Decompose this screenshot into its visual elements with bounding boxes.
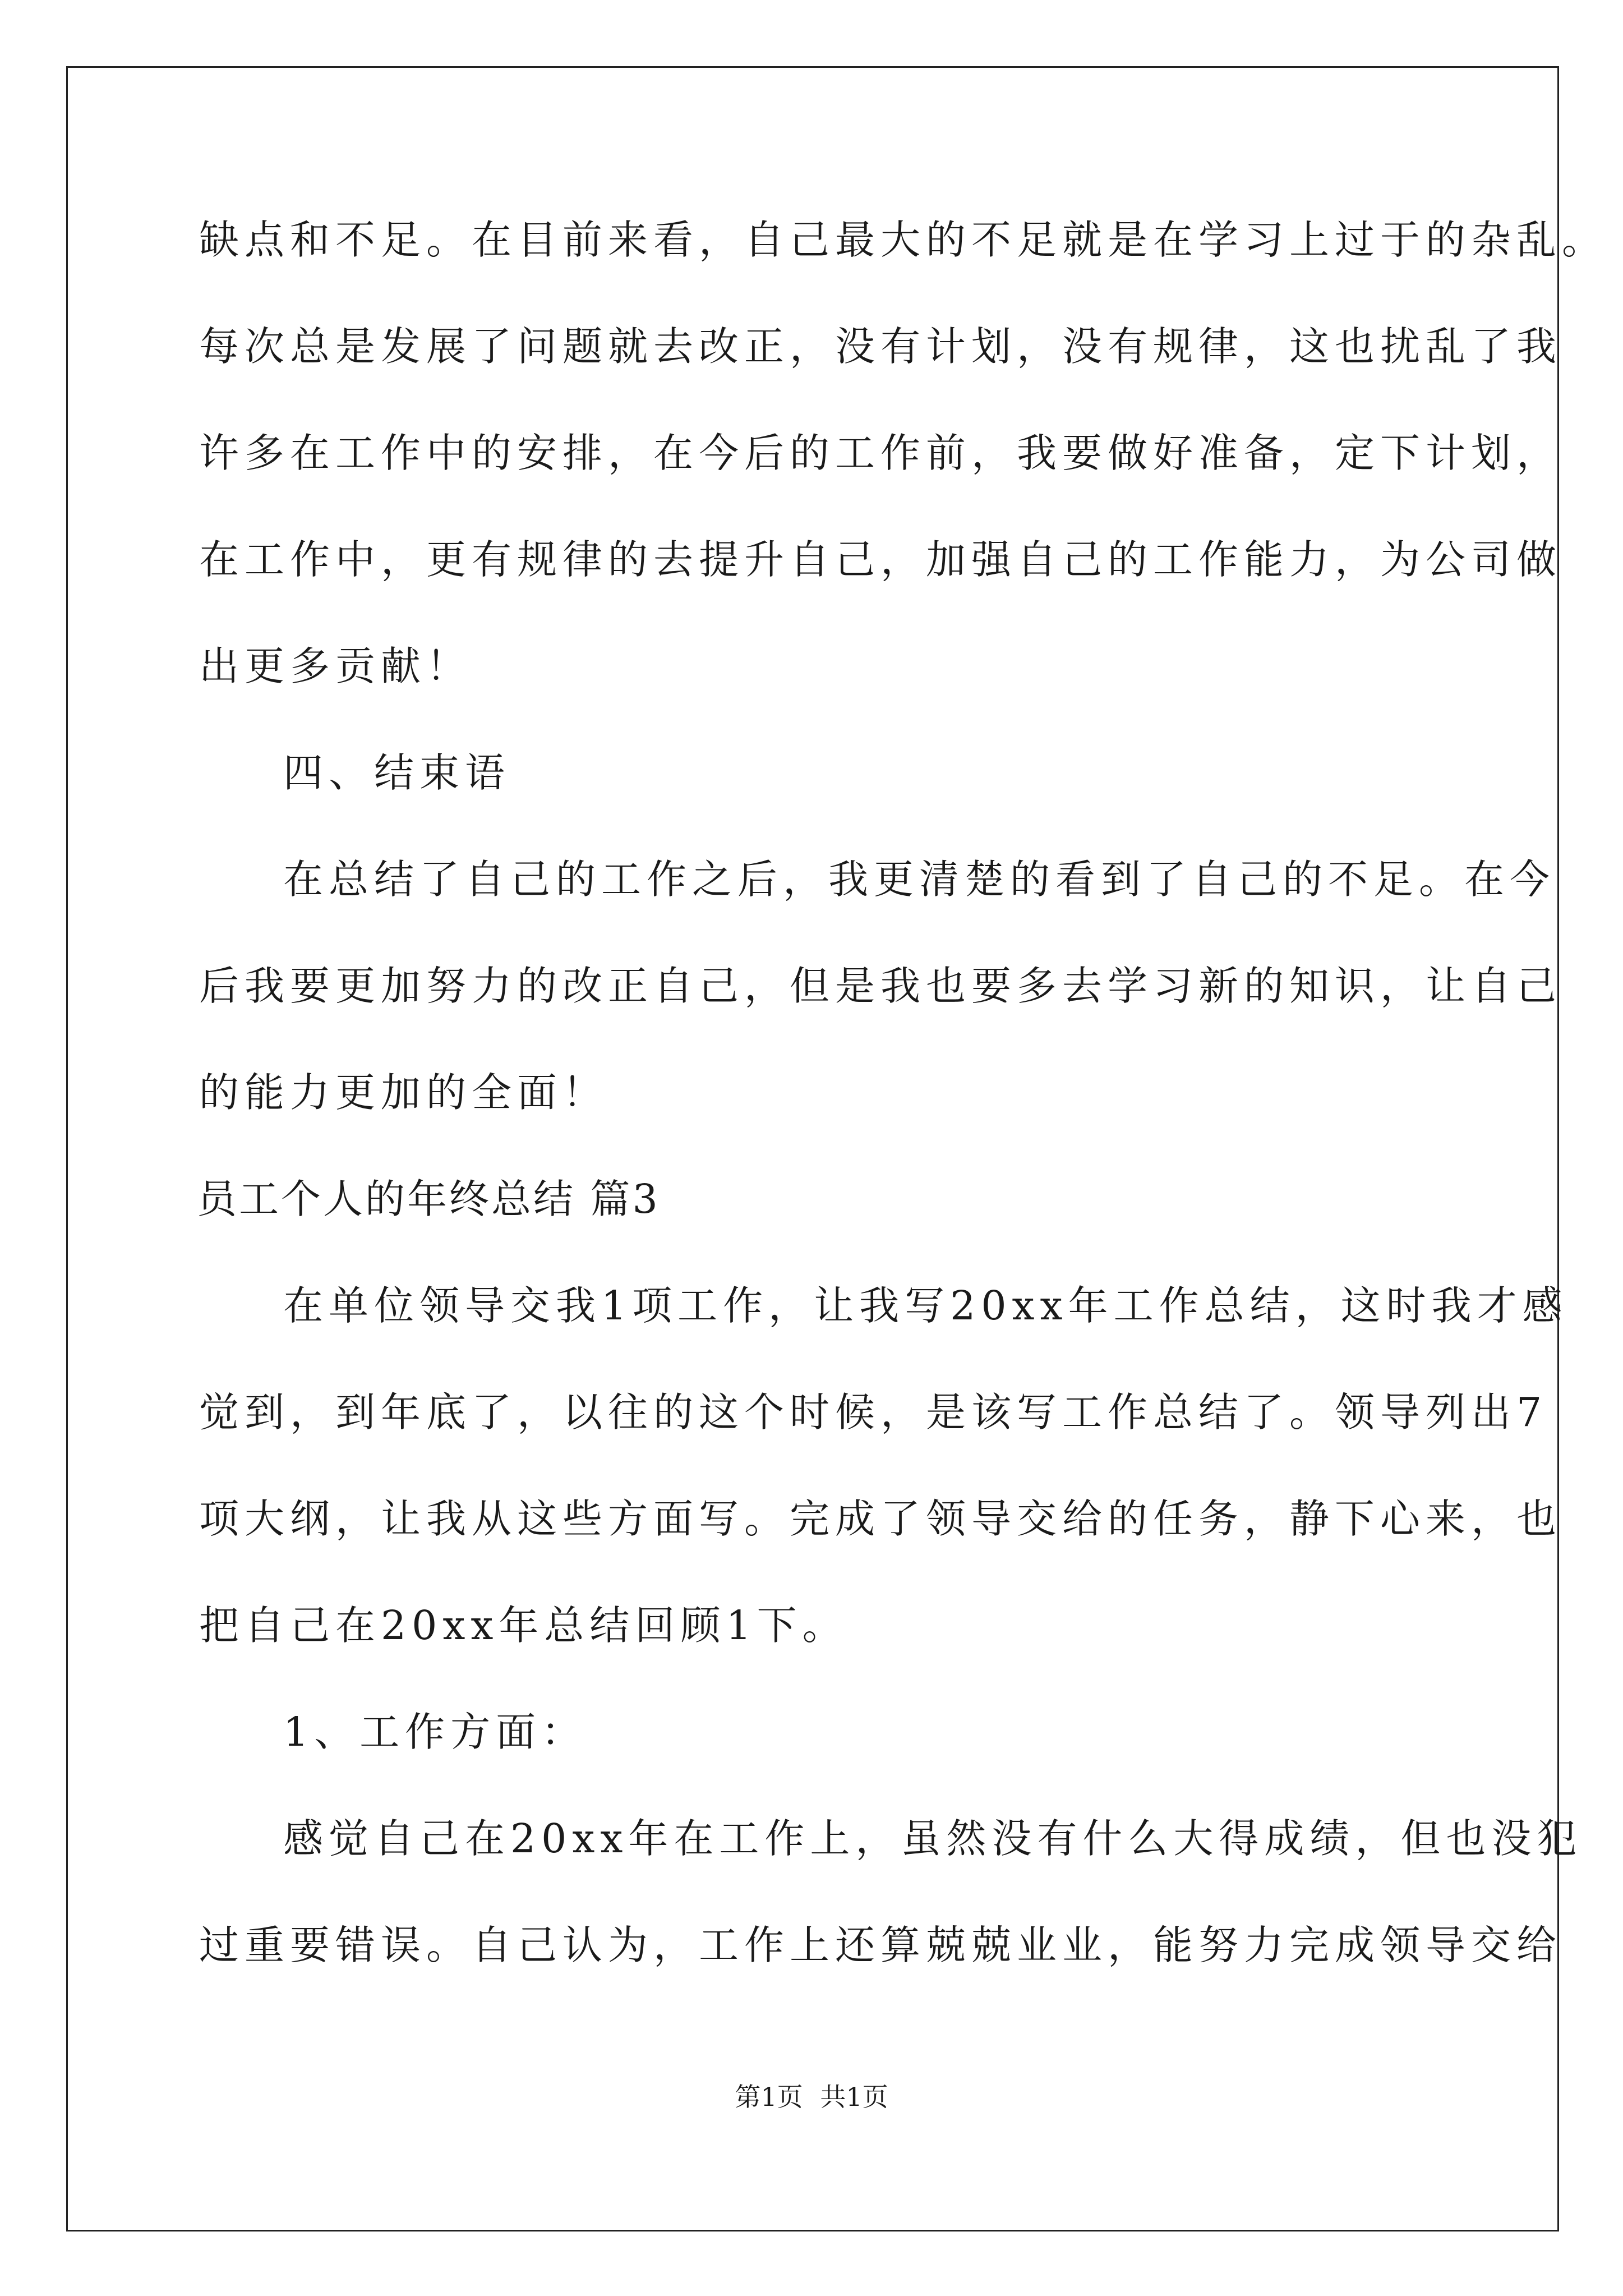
text-line: 项大纲，让我从这些方面写。完成了领导交给的任务，静下心来，也 [199, 1496, 1562, 1542]
text-line: 把自己在20xx年总结回顾1下。 [199, 1602, 848, 1649]
article-title: 员工个人的年终总结 篇3 [197, 1176, 660, 1222]
page-number: 第1页 [735, 2082, 803, 2112]
text-line: 后我要更加努力的改正自己，但是我也要多去学习新的知识，让自己 [199, 963, 1562, 1009]
text-line: 觉到，到年底了，以往的这个时候，是该写工作总结了。领导列出7 [199, 1389, 1548, 1435]
page-border [66, 66, 1559, 2231]
text-line: 在总结了自己的工作之后，我更清楚的看到了自己的不足。在今 [283, 856, 1556, 903]
text-line: 在单位领导交我1项工作，让我写20xx年工作总结，这时我才感 [283, 1282, 1568, 1329]
text-line: 缺点和不足。在目前来看，自己最大的不足就是在学习上过于的杂乱。 [199, 217, 1608, 263]
section-heading: 1、工作方面： [283, 1709, 587, 1755]
text-line: 在工作中，更有规律的去提升自己，加强自己的工作能力，为公司做 [199, 536, 1562, 583]
text-line: 感觉自己在20xx年在工作上，虽然没有什么大得成绩，但也没犯 [283, 1815, 1583, 1862]
page-footer [0, 2080, 1623, 2114]
text-line: 的能力更加的全面！ [199, 1069, 608, 1116]
text-line: 过重要错误。自己认为，工作上还算兢兢业业，能努力完成领导交给 [199, 1922, 1562, 1968]
section-heading: 四、结束语 [283, 749, 511, 796]
text-line: 出更多贡献！ [199, 643, 472, 689]
page-count: 共1页 [820, 2082, 888, 2112]
text-line: 许多在工作中的安排，在今后的工作前，我要做好准备，定下计划， [199, 430, 1562, 476]
text-line: 每次总是发展了问题就去改正，没有计划，没有规律，这也扰乱了我 [199, 323, 1562, 370]
